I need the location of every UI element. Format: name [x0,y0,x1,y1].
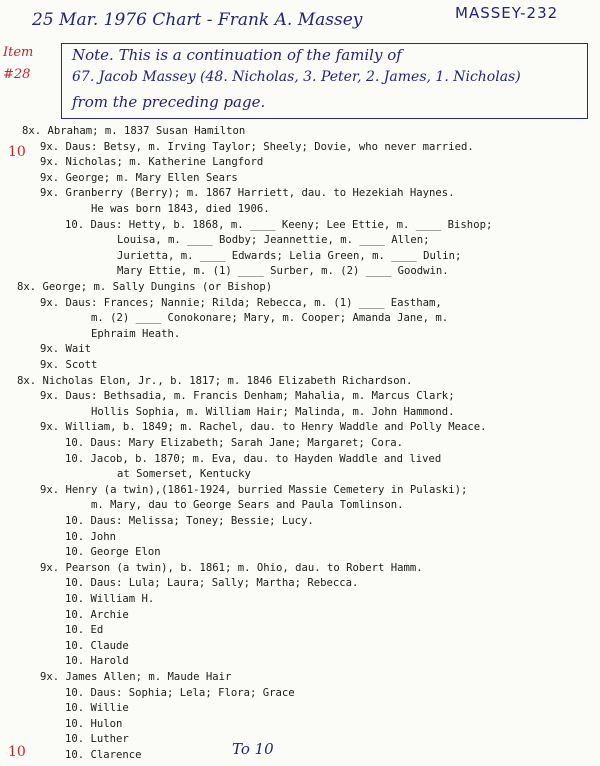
entry-william-h: 10. William H. [65,593,155,605]
entry-george-daughters: 9x. Daus: Frances; Nannie; Rilda; Rebecca, m. (1) ____ Eastham, [40,296,442,309]
entry-nicholas-elon-daughters: 9x. Daus: Bethsadia, m. Francis Denham; Mahalia, m. Marcus Clark; [40,390,455,403]
entry-henry-daughters: 10. Daus: Melissa; Toney; Bessie; Lucy. [65,515,314,527]
entry-willie: 10. Willie [65,702,129,715]
entry-granberry: 9x. Granberry (Berry); m. 1867 Harriett, dau. to Hezekiah Haynes. [40,187,455,200]
entry-claude: 10. Claude [65,639,129,652]
entry-granberry-daughters-cont-3: Mary Ettie, m. (1) ____ Surber, m. (2) ____ Goodwin. [117,265,449,278]
continuation-pointer: To 10 [232,740,274,758]
entry-ed: 10. Ed [65,624,104,637]
entry-granberry-daughters-cont-2: Jurietta, m. ____ Edwards; Lelia Green, m. ____ Dulin; [117,249,462,262]
entry-jacob: 10. Jacob, b. 1870; m. Eva, dau. to Hayden Waddle and lived [65,452,442,465]
entry-jacob-cont: at Somerset, Kentucky [117,468,251,481]
continuation-note-box [61,43,588,119]
entry-george-daughters-cont-1: m. (2) ____ Conokonare; Mary, m. Cooper; Amanda Jane, m. [91,312,449,325]
entry-nicholas: 9x. Nicholas; m. Katherine Langford [40,156,264,169]
entry-john: 10. John [65,530,117,543]
entry-nicholas-elon-daughters-cont: Hollis Sophia, m. William Hair; Malinda, m. John Hammond. [91,405,455,418]
entry-james-allen: 9x. James Allen; m. Maude Hair [40,671,232,683]
entry-george-daughters-cont-2: Ephraim Heath. [91,327,181,340]
entry-george: 9x. George; m. Mary Ellen Sears [40,171,238,184]
entry-wait: 9x. Wait [40,343,92,356]
entry-granberry-daughters-cont-1: Louisa, m. ____ Bodby; Jeannettie, m. ____ Allen; [117,234,430,247]
chart-date-heading: 25 Mar. 1976 Chart - Frank A. Massey [32,10,363,30]
entry-harold: 10. Harold [65,655,129,668]
margin-number-ten-bottom: 10 [8,744,26,760]
note-line-2: 67. Jacob Massey (48. Nicholas, 3. Peter, 2. James, 1. Nicholas) [72,69,521,85]
entry-clarence: 10. Clarence [65,749,142,761]
entry-william-daughters: 10. Daus: Mary Elizabeth; Sarah Jane; Margaret; Cora. [65,437,404,449]
note-line-3: from the preceding page. [72,93,266,111]
entry-granberry-born: He was born 1843, died 1906. [91,203,270,215]
entry-george-sally: 8x. George; m. Sally Dungins (or Bishop) [17,281,273,293]
note-line-1: Note. This is a continuation of the family of [72,46,402,64]
reference-code: MASSEY-232 [455,4,559,22]
entry-nicholas-elon: 8x. Nicholas Elon, Jr., b. 1817; m. 1846 Elizabeth Richardson. [17,374,413,387]
margin-number-ten: 10 [8,144,26,160]
entry-george-elon: 10. George Elon [65,546,161,559]
entry-henry: 9x. Henry (a twin),(1861-1924, burried Massie Cemetery in Pulaski); [40,483,468,496]
entry-scott: 9x. Scott [40,359,98,371]
entry-granberry-daughters: 10. Daus: Hetty, b. 1868, m. ____ Keeny; Lee Ettie, m. ____ Bishop; [65,218,493,231]
entry-abraham-daughters: 9x. Daus: Betsy, m. Irving Taylor; Sheely; Dovie, who never married. [40,140,474,153]
entry-luther: 10. Luther [65,733,129,746]
entry-archie: 10. Archie [65,608,129,621]
entry-james-allen-daughters: 10. Daus: Sophia; Lela; Flora; Grace [65,686,295,699]
item-number-margin-note: Item #28 [3,45,34,82]
entry-pearson: 9x. Pearson (a twin), b. 1861; m. Ohio, dau. to Robert Hamm. [40,561,423,574]
entry-william: 9x. William, b. 1849; m. Rachel, dau. to Henry Waddle and Polly Meace. [40,421,487,434]
entry-henry-cont: m. Mary, dau to George Sears and Paula Tomlinson. [91,499,404,512]
entry-hulon: 10. Hulon [65,717,123,730]
entry-abraham: 8x. Abraham; m. 1837 Susan Hamilton [22,125,246,137]
entry-pearson-daughters: 10. Daus: Lula; Laura; Sally; Martha; Rebecca. [65,577,359,590]
